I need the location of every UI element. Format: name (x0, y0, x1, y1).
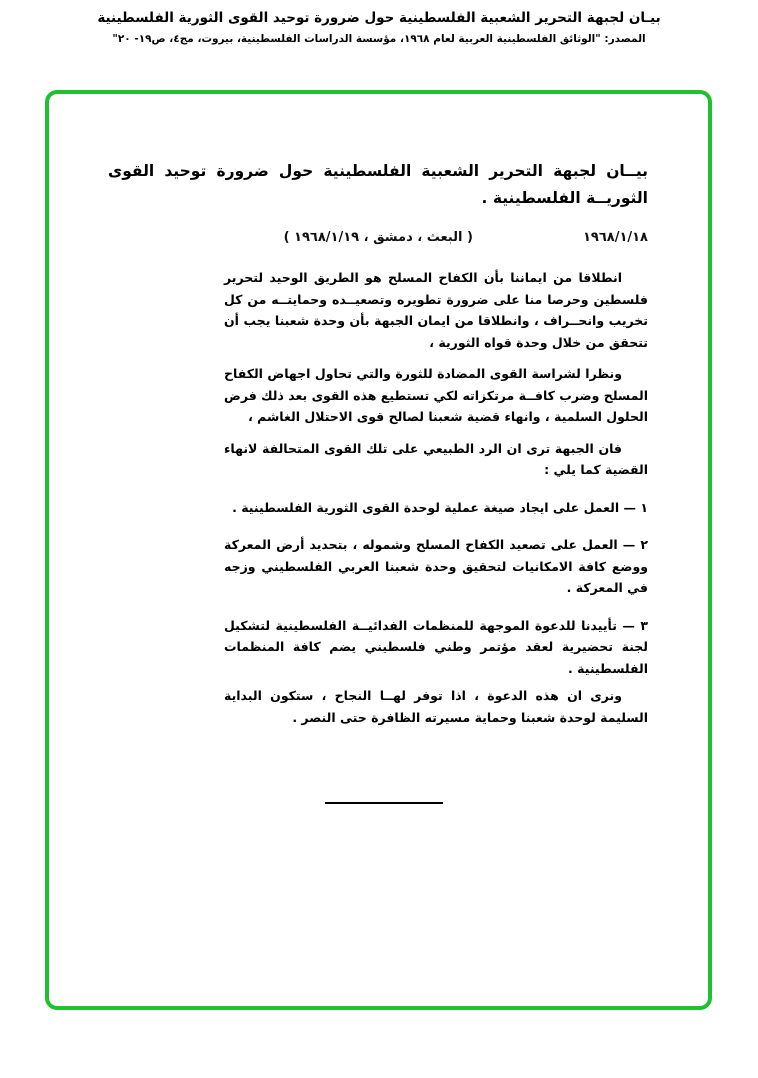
bottom-rule (325, 802, 443, 804)
document-dateline (108, 230, 648, 245)
closing-paragraph: ونرى ان هذه الدعوة ، اذا توفر لهــا النجاح ، ستكون البداية السليمة لوحدة شعبنا وحماية مسيرته الظافرة حتى النصر . (224, 688, 648, 725)
paragraph: ونظرا لشراسة القوى المضادة للثورة والتي تحاول اجهاض الكفاح المسلح وضرب كافــة مرتكزاته لكي تستطيع هذه القوى بعد ذلك فرض الحلول السلمية ، وانهاء قضية شعبنا لصالح قوى الاحتلال الغاشم ، (224, 366, 648, 425)
page-title: بيـان لجبهة التحرير الشعبية الفلسطينية حول ضرورة توحيد القوى الثورية الفلسطينية (97, 10, 661, 26)
page-header (0, 0, 758, 45)
document-content (108, 158, 648, 804)
document-date: ١٩٦٨/١/١٨ (582, 230, 648, 246)
document-source-line: ( البعث ، دمشق ، ١٩٦٨/١/١٩ ) (283, 230, 473, 246)
paragraph: فان الجبهة ترى ان الرد الطبيعي على تلك القوى المتحالفة لانهاء القضية كما يلي : (224, 440, 648, 478)
list-item: ٢ — العمل على تصعيد الكفاح المسلح وشموله ، بتحديد أرض المعركة ووضع كافة الامكانيات لتحقيق وحدة شعبنا العربي الفلسطيني وزجه في المعركة . (224, 537, 648, 596)
page-source-citation: المصدر: "الوثائق الفلسطينية العربية لعام ١٩٦٨، مؤسسة الدراسات الفلسطينية، بيروت، مج٤، ص١٩- ٢٠" (112, 32, 646, 45)
paragraph: انطلاقا من ايماننا بأن الكفاح المسلح هو الطريق الوحيد لتحرير فلسطين وحرصا منا على ضرورة تطويره وتصعيــده وحمايتــه من كل تخريب وانحــراف ، وانطلاقا من ايمان الجبهة بأن وحدة شعبنا يجب أن تتحقق من خلال وحدة قواه الثورية ، (224, 270, 648, 350)
document-title: بيــان لجبهة التحرير الشعبية الفلسطينية حول ضرورة توحيد القوى الثوريــة الفلسطينية . (108, 162, 648, 208)
scanned-document-frame (45, 90, 712, 1010)
list-item: ٣ — تأييدنا للدعوة الموجهة للمنظمات الفدائيــة الفلسطينية لتشكيل لجنة تحضيرية لعقد مؤتمر وطني فلسطيني يضم كافة المنظمات الفلسطينية . (224, 617, 648, 676)
document-body (224, 267, 648, 728)
list-item: ١ — العمل على ايجاد صيغة عملية لوحدة القوى الثورية الفلسطينية . (232, 499, 648, 515)
